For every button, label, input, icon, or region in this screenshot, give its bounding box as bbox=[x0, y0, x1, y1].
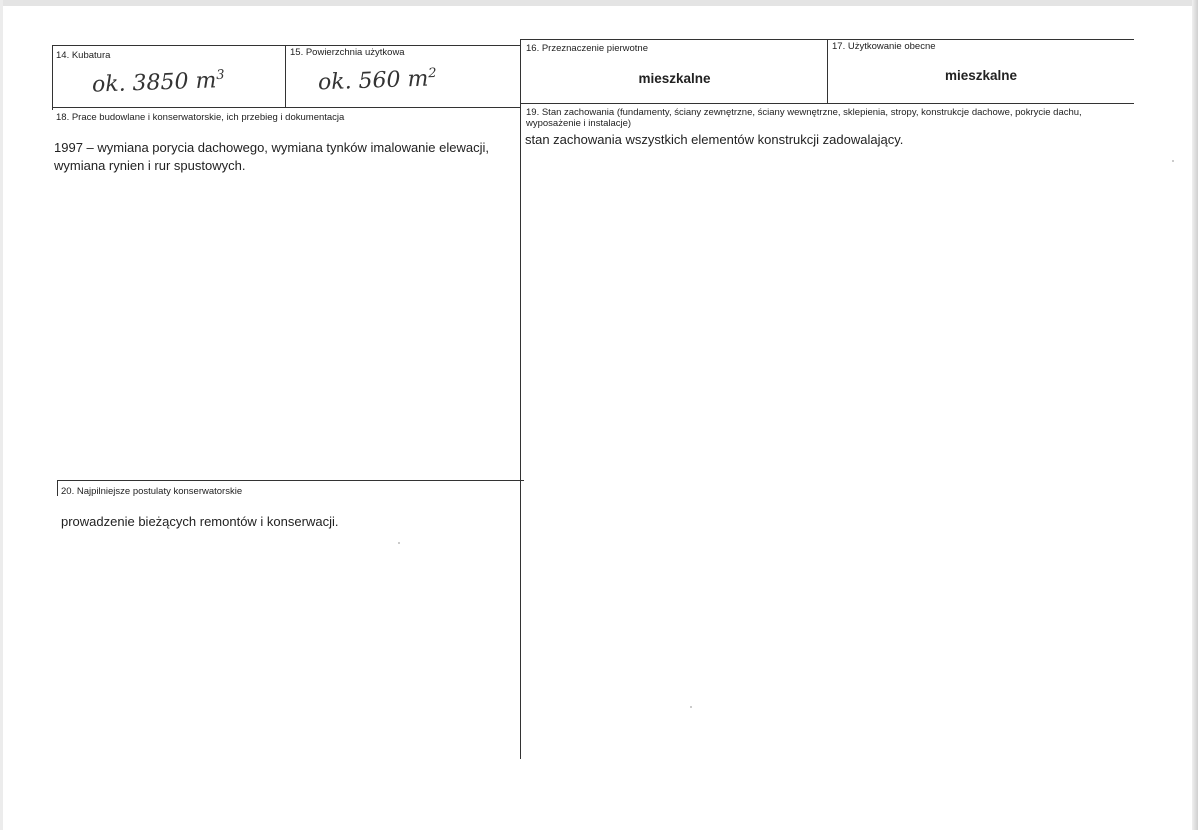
field-15-handwritten-value: ok. 560 $m^2$ bbox=[317, 65, 437, 96]
rule-col-main bbox=[520, 39, 521, 759]
field-18-label: 18. Prace budowlane i konserwatorskie, ich przebieg i dokumentacja bbox=[56, 112, 345, 123]
rule-row-19 bbox=[520, 103, 1134, 104]
field-18-value: 1997 – wymiana porycia dachowego, wymiana tynków imalowanie elewacji, wymiana rynien i rur spustowych. bbox=[54, 140, 489, 173]
scan-speck bbox=[690, 706, 692, 708]
field-19-label: 19. Stan zachowania (fundamenty, ściany zewnętrzne, ściany wewnętrzne, sklepienia, stropy, konstrukcje dachowe, pokrycie dachu, wyposażenie i instalacje) bbox=[526, 107, 1082, 129]
field-20-label: 20. Najpilniejsze postulaty konserwatorskie bbox=[61, 486, 243, 497]
rule-col-14-15 bbox=[285, 45, 286, 107]
scan-edge-top bbox=[0, 0, 1198, 6]
field-14-label: 14. Kubatura bbox=[56, 50, 111, 61]
scan-edge-right bbox=[1192, 0, 1198, 830]
scan-edge-left bbox=[0, 0, 3, 830]
field-17-value: mieszkalne bbox=[944, 68, 1018, 83]
rule-left-frame-20 bbox=[57, 480, 58, 496]
field-17-label: 17. Użytkowanie obecne bbox=[832, 41, 936, 52]
field-20-value: prowadzenie bieżących remontów i konserwacji. bbox=[61, 514, 339, 529]
rule-row-20 bbox=[57, 480, 524, 481]
scan-speck bbox=[1172, 160, 1174, 162]
rule-top-left bbox=[52, 45, 520, 46]
scan-speck bbox=[398, 542, 400, 544]
rule-row-18 bbox=[52, 107, 520, 108]
field-16-value: mieszkalne bbox=[638, 71, 711, 86]
rule-left-frame bbox=[52, 45, 53, 110]
field-15-label: 15. Powierzchnia użytkowa bbox=[290, 47, 405, 58]
field-19-value: stan zachowania wszystkich elementów konstrukcji zadowalający. bbox=[525, 132, 904, 147]
field-14-handwritten-value: ok. 3850 $m^3$ bbox=[91, 67, 225, 98]
field-16-label: 16. Przeznaczenie pierwotne bbox=[526, 43, 648, 54]
